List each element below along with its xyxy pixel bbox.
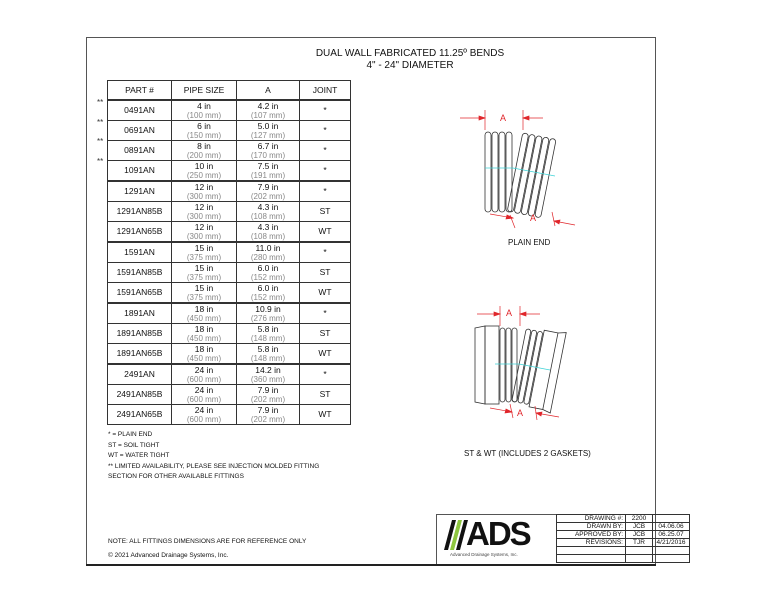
- tb-value-2: [653, 547, 690, 555]
- cell-a: [237, 100, 300, 121]
- cell-joint: *: [300, 141, 351, 161]
- a-in: 5.8 in: [257, 343, 279, 354]
- copyright: © 2021 Advanced Drainage Systems, Inc.: [108, 552, 229, 559]
- tb-value-2: [653, 515, 690, 523]
- cell-a: [237, 344, 300, 365]
- cell-part: 1291AN: [108, 181, 172, 202]
- pipe-size-mm: (250 mm): [186, 170, 222, 180]
- cell-a: [237, 263, 300, 283]
- pipe-size-mm: (450 mm): [186, 333, 222, 343]
- a-in: 6.7 in: [257, 140, 279, 151]
- a-mm: (152 mm): [250, 292, 286, 302]
- cell-a: [237, 141, 300, 161]
- title-block-row: [557, 515, 690, 523]
- cell-pipe-size: [172, 222, 237, 243]
- cell-part: 1591AN65B: [108, 283, 172, 304]
- cell-a: [237, 385, 300, 405]
- a-mm: (108 mm): [250, 211, 286, 221]
- st-wt-caption: ST & WT (INCLUDES 2 GASKETS): [464, 449, 591, 458]
- tb-label: DRAWN BY:: [557, 523, 626, 531]
- cell-pipe-size: [172, 121, 237, 141]
- cell-pipe-size: [172, 364, 237, 385]
- a-mm: (107 mm): [250, 110, 286, 120]
- cell-a: [237, 121, 300, 141]
- title-block-row: [557, 555, 690, 563]
- pipe-size-mm: (600 mm): [186, 394, 222, 404]
- table-row: [108, 263, 351, 283]
- cell-a: [237, 242, 300, 263]
- cell-pipe-size: [172, 202, 237, 222]
- a-mm: (191 mm): [250, 170, 286, 180]
- pipe-size-mm: (300 mm): [186, 191, 222, 201]
- cell-pipe-size: [172, 242, 237, 263]
- cell-part: 1291AN65B: [108, 222, 172, 243]
- cell-pipe-size: [172, 324, 237, 344]
- cell-pipe-size: [172, 263, 237, 283]
- pipe-size-in: 15 in: [194, 282, 214, 293]
- pipe-size-mm: (375 mm): [186, 292, 222, 302]
- plain-end-diagram: [455, 100, 585, 230]
- a-in: 7.5 in: [257, 160, 279, 171]
- cell-pipe-size: [172, 344, 237, 365]
- cell-part: 1891AN85B: [108, 324, 172, 344]
- tb-label: [557, 555, 626, 563]
- parts-table: [107, 80, 351, 425]
- pipe-size-in: 8 in: [197, 140, 211, 151]
- table-row: [108, 385, 351, 405]
- table-row: [108, 181, 351, 202]
- tb-value-1: TJR: [626, 539, 653, 547]
- dim-a-bottom: A: [530, 213, 537, 223]
- cell-a: [237, 405, 300, 425]
- a-in: 4.3 in: [257, 221, 279, 232]
- a-mm: (360 mm): [250, 374, 286, 384]
- a-in: 7.9 in: [257, 181, 279, 192]
- dim-a-bottom: A: [517, 408, 524, 418]
- pipe-size-in: 18 in: [194, 343, 214, 354]
- cell-joint: ST: [300, 324, 351, 344]
- header-part: PART #: [108, 81, 172, 101]
- header-a: A: [237, 81, 300, 101]
- tb-label: APPROVED BY:: [557, 531, 626, 539]
- cell-a: [237, 161, 300, 182]
- pipe-size-mm: (300 mm): [186, 231, 222, 241]
- table-row: [108, 141, 351, 161]
- pipe-size-in: 12 in: [194, 181, 214, 192]
- cell-joint: *: [300, 121, 351, 141]
- table-row: [108, 405, 351, 425]
- table-row: [108, 303, 351, 324]
- legend: [108, 430, 319, 483]
- cell-joint: *: [300, 100, 351, 121]
- a-mm: (202 mm): [250, 191, 286, 201]
- cell-joint: *: [300, 161, 351, 182]
- pipe-size-mm: (375 mm): [186, 252, 222, 262]
- header-joint: JOINT: [300, 81, 351, 101]
- pipe-size-in: 12 in: [194, 221, 214, 232]
- tb-value-1: JCB: [626, 523, 653, 531]
- cell-joint: ST: [300, 385, 351, 405]
- legend-soil-tight: ST = SOIL TIGHT: [108, 441, 160, 449]
- tb-value-2: 4/21/2016: [653, 539, 690, 547]
- a-mm: (202 mm): [250, 394, 286, 404]
- a-in: 4.3 in: [257, 201, 279, 212]
- drawing-title: [240, 48, 580, 72]
- cell-a: [237, 364, 300, 385]
- pipe-size-mm: (450 mm): [186, 313, 222, 323]
- pipe-size-in: 6 in: [197, 120, 211, 131]
- cell-joint: *: [300, 364, 351, 385]
- cell-joint: *: [300, 181, 351, 202]
- pipe-size-mm: (600 mm): [186, 374, 222, 384]
- legend-water-tight: WT = WATER TIGHT: [108, 452, 170, 459]
- a-in: 7.9 in: [257, 384, 279, 395]
- cell-joint: ST: [300, 263, 351, 283]
- limited-availability-marker: **: [97, 117, 104, 127]
- cell-a: [237, 202, 300, 222]
- dim-a-top: A: [500, 113, 507, 123]
- legend-plain-end: * = PLAIN END: [108, 431, 153, 438]
- a-in: 6.0 in: [257, 262, 279, 273]
- cell-pipe-size: [172, 303, 237, 324]
- limited-availability-marker: **: [97, 98, 104, 107]
- cell-part: 1891AN65B: [108, 344, 172, 365]
- cell-part: 1591AN: [108, 242, 172, 263]
- cell-part: 0691AN: [108, 121, 172, 141]
- cell-part: 1091AN: [108, 161, 172, 182]
- table-row: [108, 344, 351, 365]
- table-row: [108, 121, 351, 141]
- cell-part: 2491AN65B: [108, 405, 172, 425]
- cell-joint: WT: [300, 344, 351, 365]
- cell-pipe-size: [172, 405, 237, 425]
- tb-value-1: JCB: [626, 531, 653, 539]
- a-mm: (108 mm): [250, 231, 286, 241]
- a-in: 5.0 in: [257, 120, 279, 131]
- cell-a: [237, 181, 300, 202]
- a-mm: (170 mm): [250, 150, 286, 160]
- title-block-row: [557, 539, 690, 547]
- cell-pipe-size: [172, 181, 237, 202]
- logo-subtitle: Advanced Drainage Systems, Inc.: [450, 552, 518, 557]
- a-mm: (127 mm): [250, 130, 286, 140]
- tb-label: REVISIONS:: [557, 539, 626, 547]
- a-in: 6.0 in: [257, 282, 279, 293]
- tb-label: [557, 547, 626, 555]
- reference-note: NOTE: ALL FITTINGS DIMENSIONS ARE FOR REFERENCE ONLY: [108, 538, 307, 545]
- cell-part: 0491AN: [108, 100, 172, 121]
- pipe-size-in: 15 in: [194, 262, 214, 273]
- a-mm: (202 mm): [250, 414, 286, 424]
- pipe-size-in: 10 in: [194, 160, 214, 171]
- cell-joint: WT: [300, 222, 351, 243]
- tb-value-2: 06.25.07: [653, 531, 690, 539]
- legend-limited-1: ** LIMITED AVAILABILITY, PLEASE SEE INJECTION MOLDED FITTING: [108, 462, 320, 470]
- a-mm: (280 mm): [250, 252, 286, 262]
- header-pipe-size: PIPE SIZE: [172, 81, 237, 101]
- table-row: [108, 364, 351, 385]
- logo-wordmark: ADS: [466, 515, 530, 552]
- cell-joint: *: [300, 242, 351, 263]
- tb-value-1: [626, 555, 653, 563]
- cell-a: [237, 222, 300, 243]
- table-row: [108, 283, 351, 304]
- pipe-size-mm: (600 mm): [186, 414, 222, 424]
- cell-part: 0891AN: [108, 141, 172, 161]
- cell-pipe-size: [172, 283, 237, 304]
- a-mm: (148 mm): [250, 333, 286, 343]
- plain-end-caption: PLAIN END: [508, 238, 551, 247]
- pipe-size-mm: (200 mm): [186, 150, 222, 160]
- pipe-size-mm: (375 mm): [186, 272, 222, 282]
- cell-part: 1291AN85B: [108, 202, 172, 222]
- table-row: [108, 324, 351, 344]
- pipe-size-in: 12 in: [194, 201, 214, 212]
- a-in: 5.8 in: [257, 323, 279, 334]
- tb-value-1: [626, 547, 653, 555]
- cell-pipe-size: [172, 141, 237, 161]
- limited-availability-marker: **: [97, 137, 104, 147]
- cell-part: 2491AN: [108, 364, 172, 385]
- a-mm: (148 mm): [250, 353, 286, 363]
- cell-joint: WT: [300, 405, 351, 425]
- cell-pipe-size: [172, 385, 237, 405]
- cell-joint: ST: [300, 202, 351, 222]
- pipe-size-mm: (300 mm): [186, 211, 222, 221]
- st-wt-diagram: [455, 300, 595, 430]
- table-header-row: [108, 81, 351, 101]
- table-row: [108, 222, 351, 243]
- title-line-1: DUAL WALL FABRICATED 11.25º BENDS: [315, 48, 505, 59]
- a-in: 7.9 in: [257, 404, 279, 415]
- a-mm: (152 mm): [250, 272, 286, 282]
- title-block-row: [557, 547, 690, 555]
- pipe-size-in: 24 in: [194, 364, 214, 375]
- dim-a-top: A: [506, 308, 513, 318]
- cell-part: 1891AN: [108, 303, 172, 324]
- pipe-size-in: 15 in: [194, 242, 214, 253]
- pipe-size-in: 18 in: [194, 303, 214, 314]
- pipe-size-in: 24 in: [194, 404, 214, 415]
- cell-a: [237, 303, 300, 324]
- tb-value-2: [653, 555, 690, 563]
- a-in: 10.9 in: [255, 303, 281, 314]
- tb-value-2: 04.06.06: [653, 523, 690, 531]
- a-mm: (276 mm): [250, 313, 286, 323]
- table-row: [108, 100, 351, 121]
- cell-joint: *: [300, 303, 351, 324]
- pipe-size-mm: (450 mm): [186, 353, 222, 363]
- pipe-size-in: 4 in: [197, 100, 211, 111]
- tb-value-1: 2200: [626, 515, 653, 523]
- cell-pipe-size: [172, 100, 237, 121]
- pipe-size-in: 24 in: [194, 384, 214, 395]
- pipe-size-mm: (150 mm): [186, 130, 222, 140]
- cell-pipe-size: [172, 161, 237, 182]
- ads-logo: [438, 515, 556, 563]
- a-in: 4.2 in: [257, 100, 279, 111]
- title-block-row: [557, 531, 690, 539]
- a-in: 14.2 in: [255, 364, 281, 375]
- cell-a: [237, 324, 300, 344]
- table-row: [108, 242, 351, 263]
- tb-label: DRAWING #:: [557, 515, 626, 523]
- table-row: [108, 202, 351, 222]
- title-line-2: 4" - 24" DIAMETER: [366, 60, 454, 71]
- cell-a: [237, 283, 300, 304]
- limited-availability-marker: **: [97, 156, 104, 166]
- frame-bottom-rule: [86, 564, 656, 566]
- legend-limited-2: SECTION FOR OTHER AVAILABLE FITTINGS: [108, 473, 244, 480]
- cell-joint: WT: [300, 283, 351, 304]
- a-in: 11.0 in: [255, 242, 281, 253]
- cell-part: 1591AN85B: [108, 263, 172, 283]
- title-block-info: [556, 514, 690, 563]
- title-block-row: [557, 523, 690, 531]
- pipe-size-mm: (100 mm): [186, 110, 222, 120]
- cell-part: 2491AN85B: [108, 385, 172, 405]
- table-row: [108, 161, 351, 182]
- pipe-size-in: 18 in: [194, 323, 214, 334]
